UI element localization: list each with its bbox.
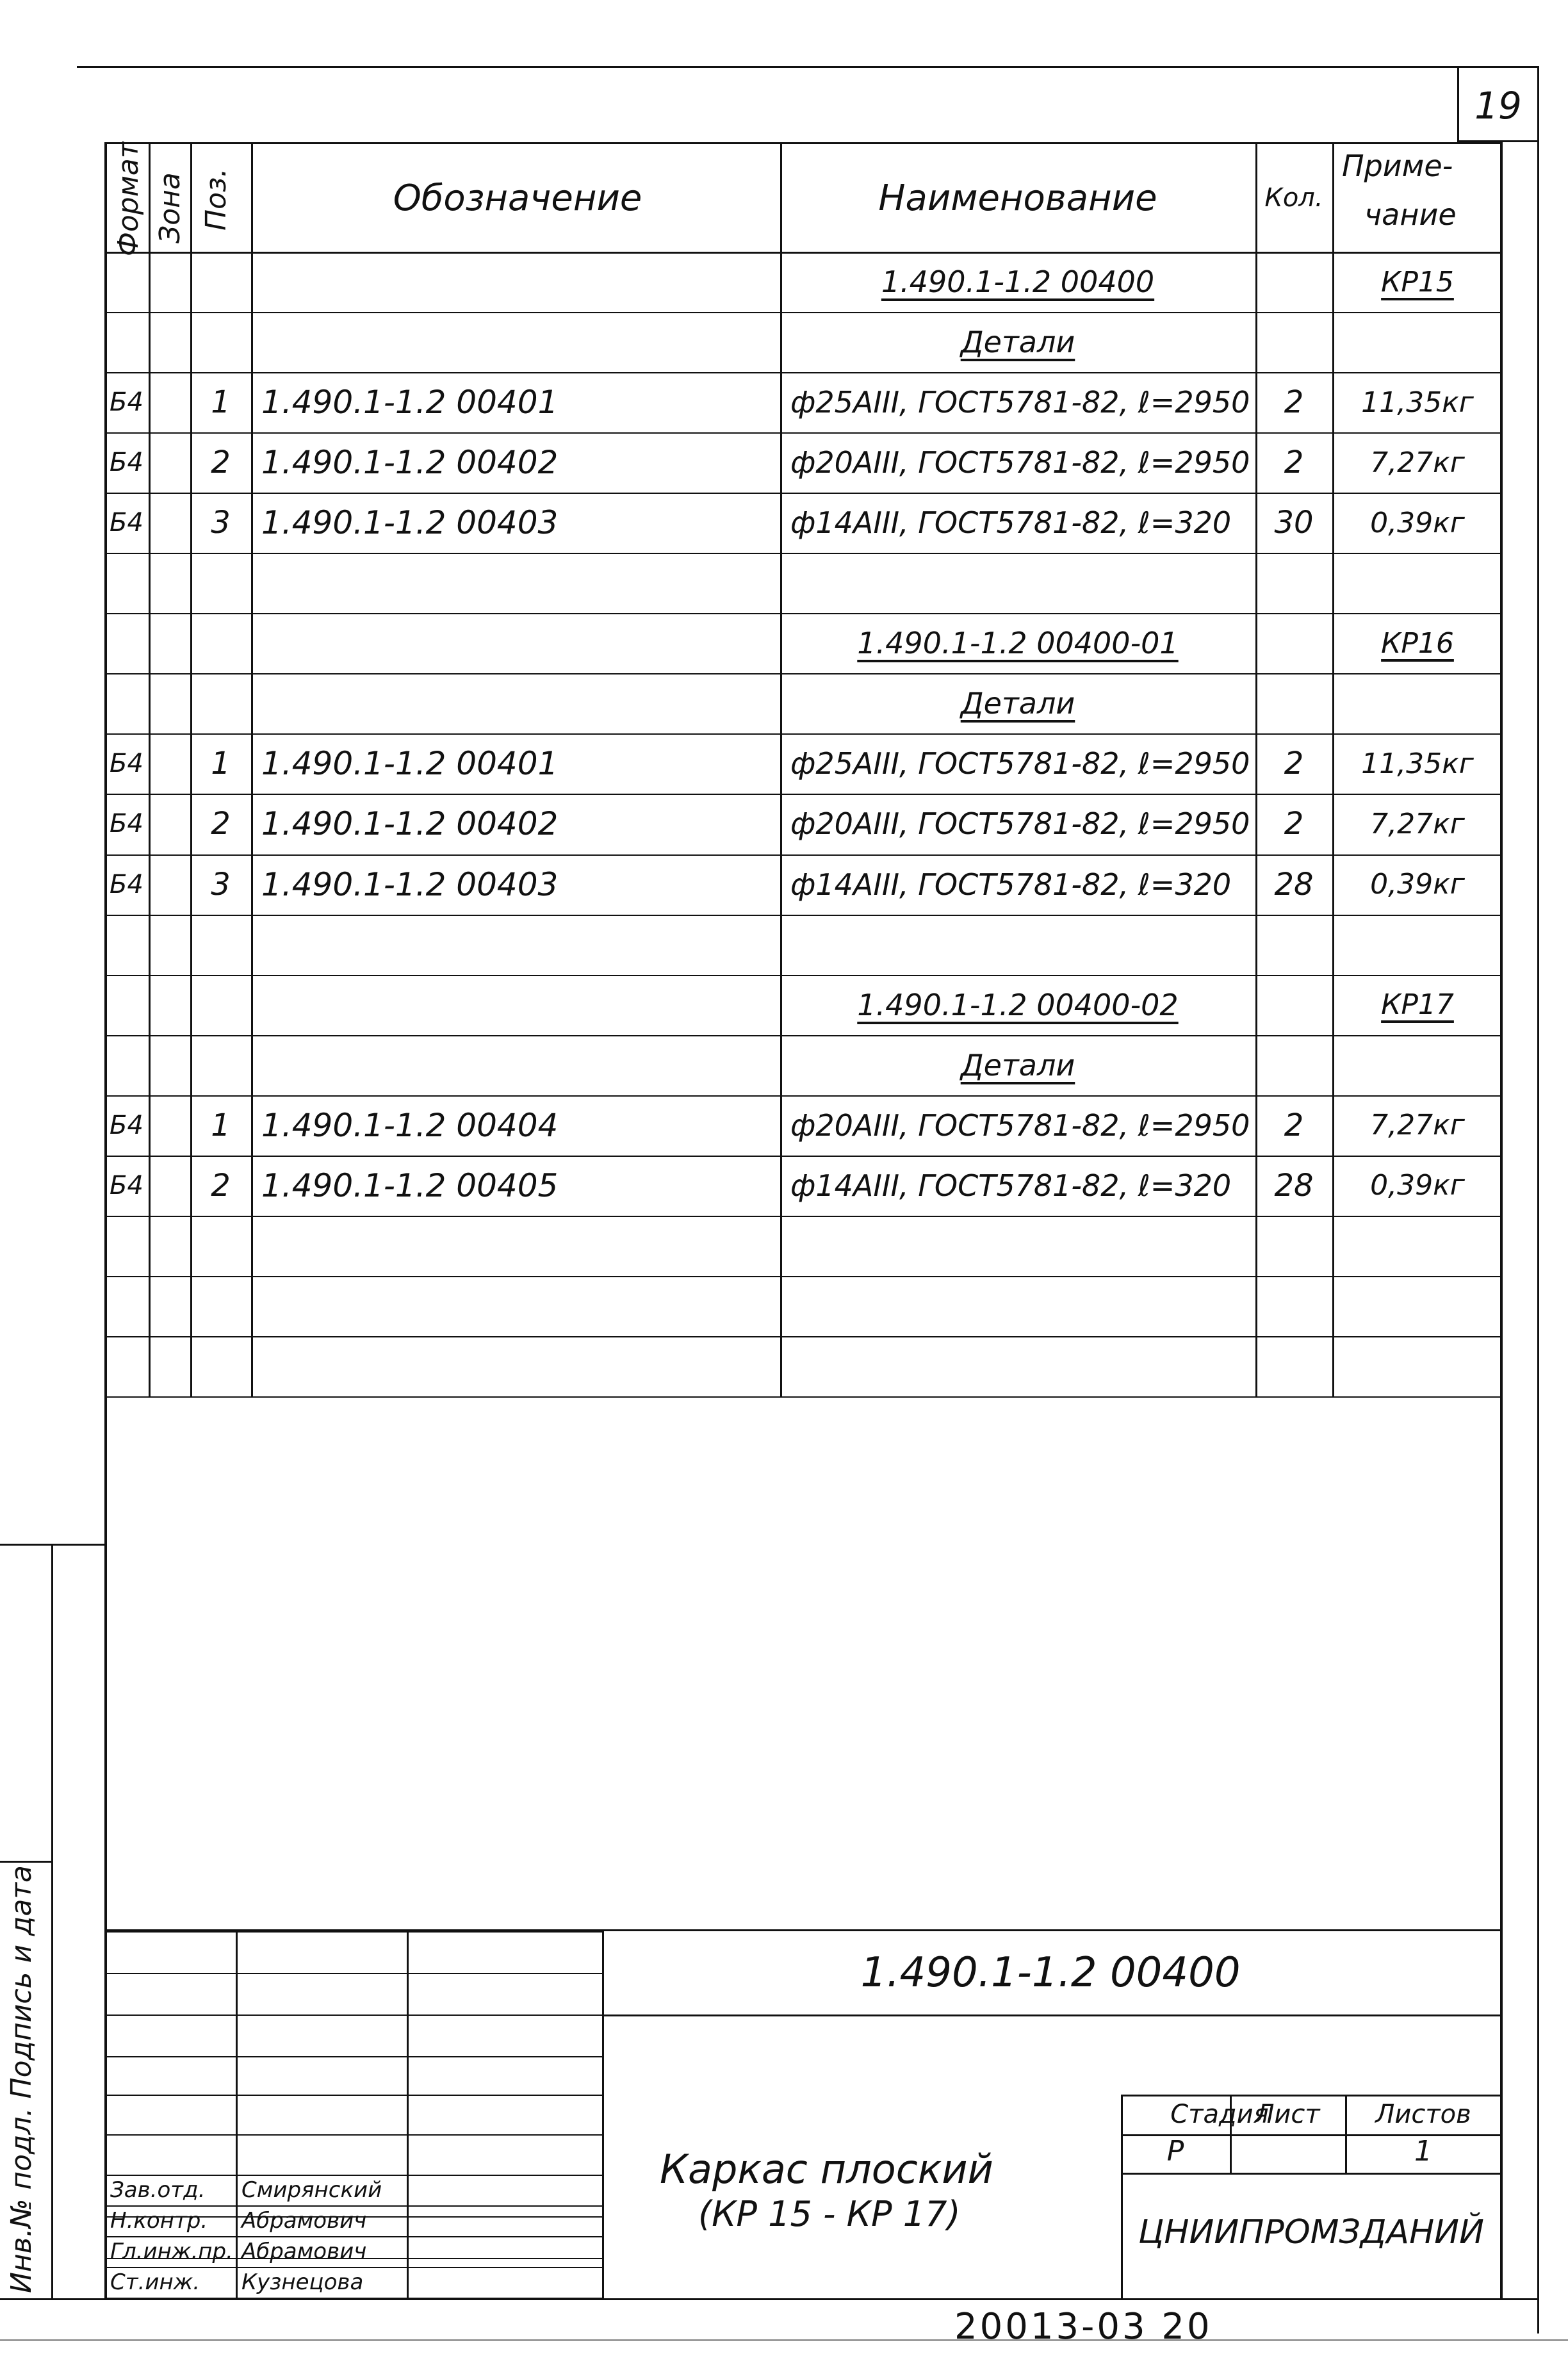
cell-format: Б4 xyxy=(110,508,143,538)
cell-name: 1.490.1-1.2 00400 xyxy=(881,265,1155,300)
stage-value: Р xyxy=(1166,2134,1184,2168)
signature-role: Ст.инж. xyxy=(110,2269,200,2295)
cell-qty: 2 xyxy=(1284,746,1304,782)
sheet-number: 19 xyxy=(1474,83,1522,127)
signature-role: Зав.отд. xyxy=(110,2177,206,2203)
title-block-row-line xyxy=(104,2056,604,2057)
header-name: Наименование xyxy=(878,177,1157,219)
cell-designation: 1.490.1-1.2 00405 xyxy=(261,1166,559,1204)
cell-qty: 30 xyxy=(1274,505,1314,541)
cell-name: Детали xyxy=(960,1047,1075,1083)
margin-stamp-text: Инв.№ подл. Подпись и дата xyxy=(5,1865,38,2293)
sheets-label: Листов xyxy=(1375,2100,1471,2129)
cell-designation: 1.490.1-1.2 00402 xyxy=(261,805,559,843)
doc-code: 1.490.1-1.2 00400 xyxy=(860,1949,1241,1997)
margin-stamp-mid xyxy=(0,1861,53,1863)
header-designation: Обозначение xyxy=(393,177,642,219)
signature-name: Кузнецова xyxy=(241,2269,364,2295)
cell-note: 0,39кг xyxy=(1370,506,1465,539)
title-block-row-line xyxy=(104,1931,604,1933)
cell-qty: 2 xyxy=(1284,445,1304,481)
header-note-line2: чание xyxy=(1364,197,1457,232)
cell-qty: 2 xyxy=(1284,806,1304,842)
signature-name: Смирянский xyxy=(241,2177,382,2203)
cell-format: Б4 xyxy=(110,448,143,478)
cell-name: ф20АIII, ГОСТ5781-82, ℓ=2950 xyxy=(790,445,1250,480)
margin-stamp-col xyxy=(51,1544,53,2300)
title-block-row-line xyxy=(104,1973,604,1974)
cell-name: ф25АIII, ГОСТ5781-82, ℓ=2950 xyxy=(790,385,1250,420)
cell-designation: 1.490.1-1.2 00404 xyxy=(261,1106,559,1144)
title-line1: Каркас плоский xyxy=(660,2146,993,2193)
header-format: Формат xyxy=(112,142,145,256)
title-block-row-line xyxy=(104,2095,604,2096)
column-divider xyxy=(149,142,151,1396)
right-edge xyxy=(1537,66,1539,2333)
cell-name: ф14АIII, ГОСТ5781-82, ℓ=320 xyxy=(790,1168,1232,1203)
top-rule xyxy=(77,66,1537,68)
cell-name: ф14АIII, ГОСТ5781-82, ℓ=320 xyxy=(790,867,1232,902)
cell-format: Б4 xyxy=(110,809,143,839)
signature-name: Абрамович xyxy=(241,2208,367,2234)
cell-name: Детали xyxy=(960,325,1075,360)
title-block-row-line xyxy=(104,2134,604,2136)
title-block-code-bottom xyxy=(602,2014,1502,2016)
cell-name: 1.490.1-1.2 00400-02 xyxy=(857,987,1179,1022)
cell-note: КР15 xyxy=(1381,265,1454,298)
cell-pos: 1 xyxy=(211,1107,231,1143)
row-divider xyxy=(104,915,1503,916)
cell-format: Б4 xyxy=(110,869,143,899)
cell-note: КР16 xyxy=(1381,626,1454,660)
cell-name: ф25АIII, ГОСТ5781-82, ℓ=2950 xyxy=(790,746,1250,781)
cell-name: ф20АIII, ГОСТ5781-82, ℓ=2950 xyxy=(790,806,1250,842)
cell-pos: 3 xyxy=(211,505,231,541)
cell-note: 0,39кг xyxy=(1370,1169,1465,1202)
signature-role: Н.контр. xyxy=(110,2208,208,2234)
cell-pos: 1 xyxy=(211,384,231,421)
cell-format: Б4 xyxy=(110,1110,143,1140)
cell-name: Детали xyxy=(960,686,1075,721)
cell-designation: 1.490.1-1.2 00403 xyxy=(261,865,559,903)
cell-note: 0,39кг xyxy=(1370,868,1465,901)
cell-note: 11,35кг xyxy=(1361,386,1474,419)
cell-designation: 1.490.1-1.2 00401 xyxy=(261,384,559,421)
margin-stamp-top xyxy=(0,1544,104,1546)
row-divider xyxy=(104,553,1503,554)
sheets-value: 1 xyxy=(1414,2134,1432,2168)
title-block-row-line xyxy=(104,2014,604,2016)
cell-qty: 28 xyxy=(1274,1167,1314,1204)
signature-role: Гл.инж.пр. xyxy=(110,2239,233,2264)
cell-format: Б4 xyxy=(110,1170,143,1200)
stage-label: Стадия xyxy=(1170,2100,1269,2129)
header-zone: Зона xyxy=(154,172,186,243)
row-divider xyxy=(104,1396,1503,1398)
cell-qty: 2 xyxy=(1284,1107,1304,1143)
cell-note: КР17 xyxy=(1381,988,1454,1022)
cell-name: ф20АIII, ГОСТ5781-82, ℓ=2950 xyxy=(790,1107,1250,1143)
cell-format: Б4 xyxy=(110,388,143,418)
title-line2: (КР 15 - КР 17) xyxy=(698,2194,961,2234)
row-divider xyxy=(104,1216,1503,1217)
cell-note: 7,27кг xyxy=(1370,807,1465,840)
organization: ЦНИИПРОМЗДАНИЙ xyxy=(1138,2213,1484,2252)
cell-name: 1.490.1-1.2 00400-01 xyxy=(857,626,1179,661)
cell-pos: 2 xyxy=(211,445,231,481)
row-divider xyxy=(104,1276,1503,1277)
cell-designation: 1.490.1-1.2 00403 xyxy=(261,504,559,542)
cell-note: 7,27кг xyxy=(1370,446,1465,479)
cell-pos: 1 xyxy=(211,746,231,782)
signature-name: Абрамович xyxy=(241,2239,367,2264)
cell-designation: 1.490.1-1.2 00401 xyxy=(261,745,559,783)
cell-name: ф14АIII, ГОСТ5781-82, ℓ=320 xyxy=(790,505,1232,541)
header-note-line1: Приме- xyxy=(1342,149,1453,183)
cell-format: Б4 xyxy=(110,749,143,779)
row-divider xyxy=(104,1336,1503,1337)
cell-note: 7,27кг xyxy=(1370,1109,1465,1142)
cell-qty: 28 xyxy=(1274,866,1314,903)
header-qty: Кол. xyxy=(1264,183,1323,213)
cell-designation: 1.490.1-1.2 00402 xyxy=(261,444,559,482)
signature-row-line xyxy=(104,2298,604,2299)
cell-qty: 2 xyxy=(1284,384,1304,421)
sheet-label-visible: Лист xyxy=(1255,2100,1320,2129)
cell-note: 11,35кг xyxy=(1361,747,1474,780)
cell-pos: 2 xyxy=(211,806,231,842)
header-pos: Поз. xyxy=(200,168,233,231)
lower-rule xyxy=(0,2339,1568,2341)
cell-pos: 3 xyxy=(211,866,231,903)
bottom-number: 20013-03 20 xyxy=(954,2306,1213,2348)
cell-pos: 2 xyxy=(211,1167,231,1204)
